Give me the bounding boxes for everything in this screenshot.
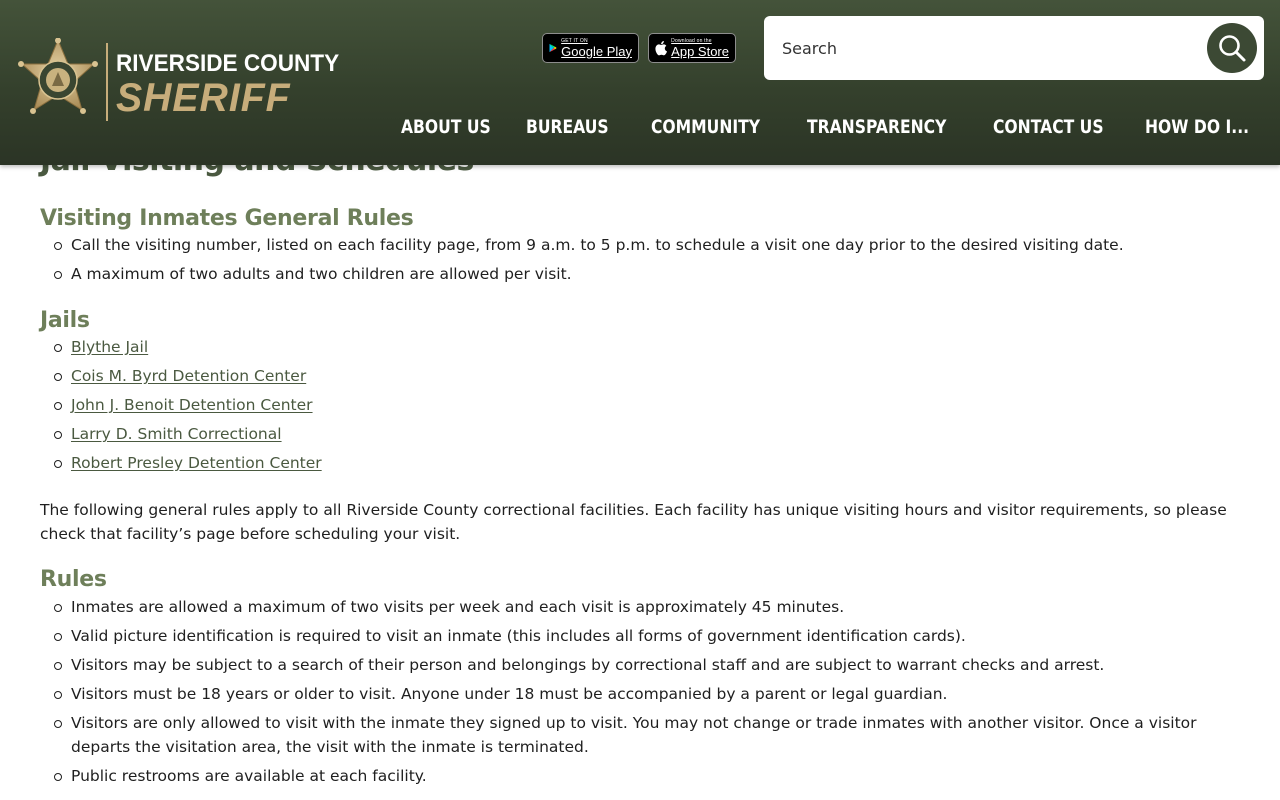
list-item: Visitors must be 18 years or older to visit. Anyone under 18 must be accompanied by a parent or legal guardian. xyxy=(40,682,1240,706)
nav-transparency[interactable]: TRANSPARENCY xyxy=(807,116,947,138)
list-item xyxy=(40,364,1240,388)
search-button[interactable] xyxy=(1207,23,1257,73)
list-item: A maximum of two adults and two children are allowed per visit. xyxy=(40,262,1240,286)
site-header xyxy=(0,0,1280,165)
search-icon xyxy=(1217,33,1247,63)
logo-divider xyxy=(106,43,108,121)
general-rules-list xyxy=(40,233,1240,291)
intro-paragraph: The following general rules apply to all Riverside County correctional facilities. Each facility has unique visiting hours and visitor requirements, so please check that facility’s page before scheduling your visit. xyxy=(40,501,1227,543)
app-store-small-text: Download on the xyxy=(671,37,712,44)
google-play-label: Google Play xyxy=(561,43,632,59)
list-item xyxy=(40,393,1240,417)
general-rules-heading: Visiting Inmates General Rules xyxy=(40,206,414,231)
nav-about-us[interactable]: ABOUT US xyxy=(401,116,491,138)
list-item: Inmates are allowed a maximum of two visits per week and each visit is approximately 45 minutes. xyxy=(40,595,1240,619)
jails-list xyxy=(40,335,1240,480)
jail-link-blythe[interactable]: Blythe Jail xyxy=(71,338,149,356)
list-item: Valid picture identification is required to visit an inmate (this includes all forms of government identification cards). xyxy=(40,624,1240,648)
nav-community[interactable]: COMMUNITY xyxy=(651,116,761,138)
app-store-label: App Store xyxy=(671,43,729,59)
app-store-button[interactable] xyxy=(648,33,736,63)
nav-how-do-i[interactable]: HOW DO I... xyxy=(1145,116,1250,138)
nav-contact-us[interactable]: CONTACT US xyxy=(993,116,1104,138)
apple-icon xyxy=(655,40,667,56)
list-item: Call the visiting number, listed on each facility page, from 9 a.m. to 5 p.m. to schedule a visit one day prior to the desired visiting date. xyxy=(40,233,1240,257)
list-item: Public restrooms are available at each facility. xyxy=(40,764,1240,788)
sheriff-badge-icon xyxy=(18,38,98,128)
google-play-small-text: GET IT ON xyxy=(561,37,588,44)
jails-heading: Jails xyxy=(40,308,90,333)
list-item xyxy=(40,335,1240,359)
rules-heading: Rules xyxy=(40,567,107,592)
list-item: Visitors may be subject to a search of their person and belongings by correctional staff and are subject to warrant checks and arrest. xyxy=(40,653,1240,677)
google-play-icon xyxy=(549,39,557,57)
logo-sheriff-text: SHERIFF xyxy=(116,76,291,120)
logo-county-text: RIVERSIDE COUNTY xyxy=(116,50,340,77)
list-item xyxy=(40,451,1240,475)
jail-link-cois-byrd[interactable]: Cois M. Byrd Detention Center xyxy=(71,367,307,385)
list-item xyxy=(40,422,1240,446)
jail-link-robert-presley[interactable]: Robert Presley Detention Center xyxy=(71,454,322,472)
list-item: Visitors are only allowed to visit with the inmate they signed up to visit. You may not change or trade inmates with another visitor. Once a visitor departs the visitation area, the visit with the inmate is terminated. xyxy=(40,711,1240,759)
rules-list xyxy=(40,595,1240,793)
sheriff-logo[interactable] xyxy=(18,38,348,130)
search-input[interactable] xyxy=(782,32,1202,64)
jail-link-larry-smith[interactable]: Larry D. Smith Correctional xyxy=(71,425,282,443)
nav-bureaus[interactable]: BUREAUS xyxy=(526,116,609,138)
jail-link-john-benoit[interactable]: John J. Benoit Detention Center xyxy=(71,396,313,414)
search-box xyxy=(764,16,1264,80)
google-play-button[interactable] xyxy=(542,33,639,63)
